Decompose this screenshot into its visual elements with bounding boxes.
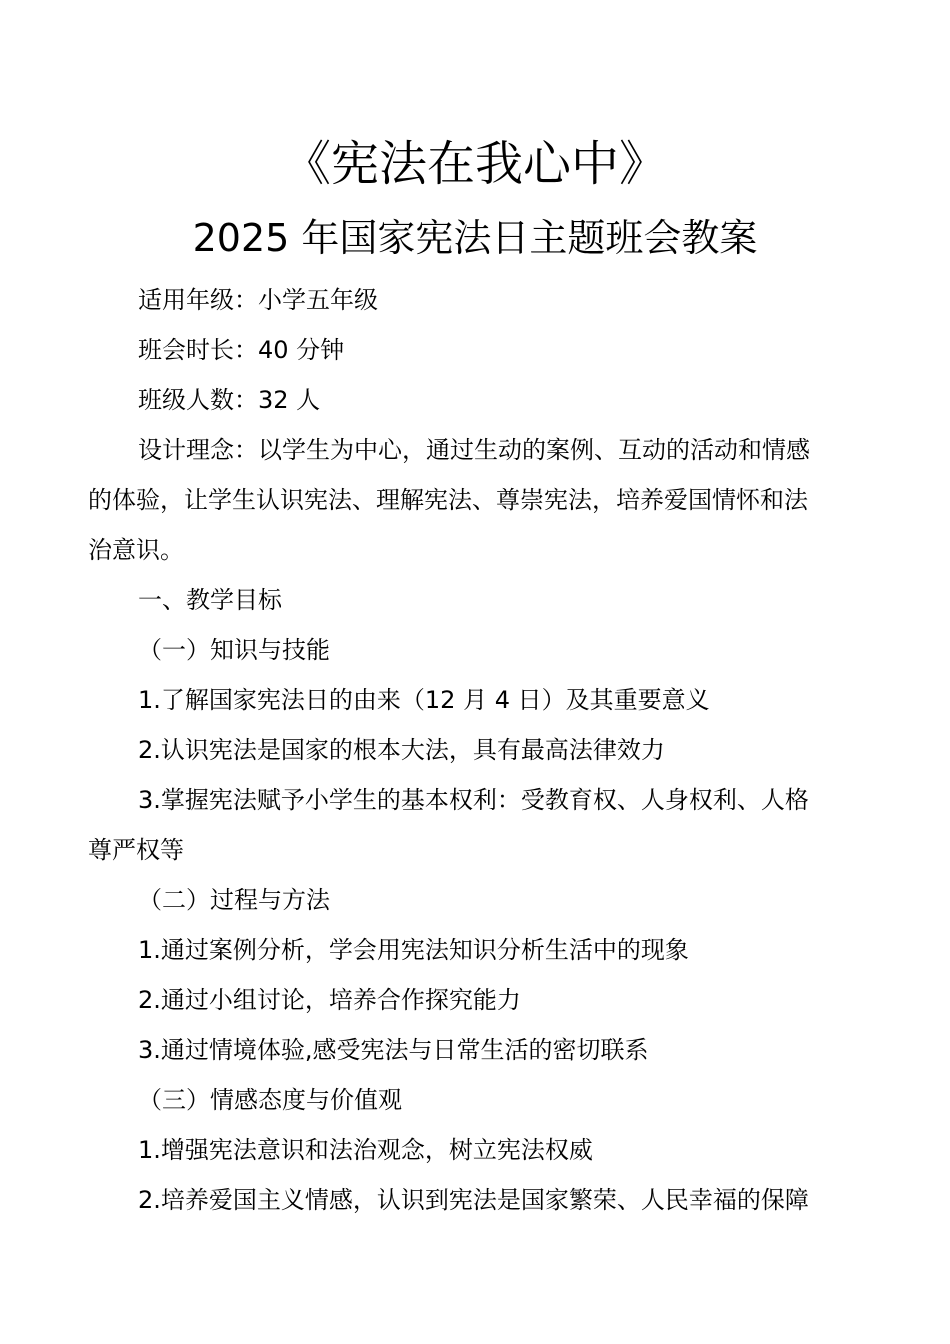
list-item-continuation: 尊严权等 (88, 836, 184, 864)
list-item: 1.增强宪法意识和法治观念，树立宪法权威 (138, 1136, 593, 1164)
list-item: 1.了解国家宪法日的由来（12 月 4 日）及其重要意义 (138, 686, 710, 714)
list-item: 2.培养爱国主义情感，认识到宪法是国家繁荣、人民幸福的保障 (138, 1186, 809, 1214)
subsection-heading: （二）过程与方法 (138, 886, 330, 914)
info-class-size: 班级人数：32 人 (138, 386, 321, 414)
subsection-heading: （一）知识与技能 (138, 636, 330, 664)
info-grade: 适用年级：小学五年级 (138, 286, 378, 314)
design-concept-line: 的体验，让学生认识宪法、理解宪法、尊崇宪法，培养爱国情怀和法 (88, 486, 808, 514)
document-title: 《宪法在我心中》 (282, 136, 667, 192)
list-item: 3.通过情境体验,感受宪法与日常生活的密切联系 (138, 1036, 649, 1064)
design-concept-line: 治意识。 (88, 536, 184, 564)
list-item: 1.通过案例分析，学会用宪法知识分析生活中的现象 (138, 936, 689, 964)
list-item: 2.通过小组讨论，培养合作探究能力 (138, 986, 521, 1014)
info-duration: 班会时长：40 分钟 (138, 336, 345, 364)
section-heading: 一、教学目标 (138, 586, 282, 614)
list-item: 2.认识宪法是国家的根本大法，具有最高法律效力 (138, 736, 665, 764)
document-subtitle: 2025 年国家宪法日主题班会教案 (192, 216, 758, 260)
list-item: 3.掌握宪法赋予小学生的基本权利：受教育权、人身权利、人格 (138, 786, 809, 814)
design-concept-line: 设计理念：以学生为中心，通过生动的案例、互动的活动和情感 (138, 436, 810, 464)
subsection-heading: （三）情感态度与价值观 (138, 1086, 402, 1114)
